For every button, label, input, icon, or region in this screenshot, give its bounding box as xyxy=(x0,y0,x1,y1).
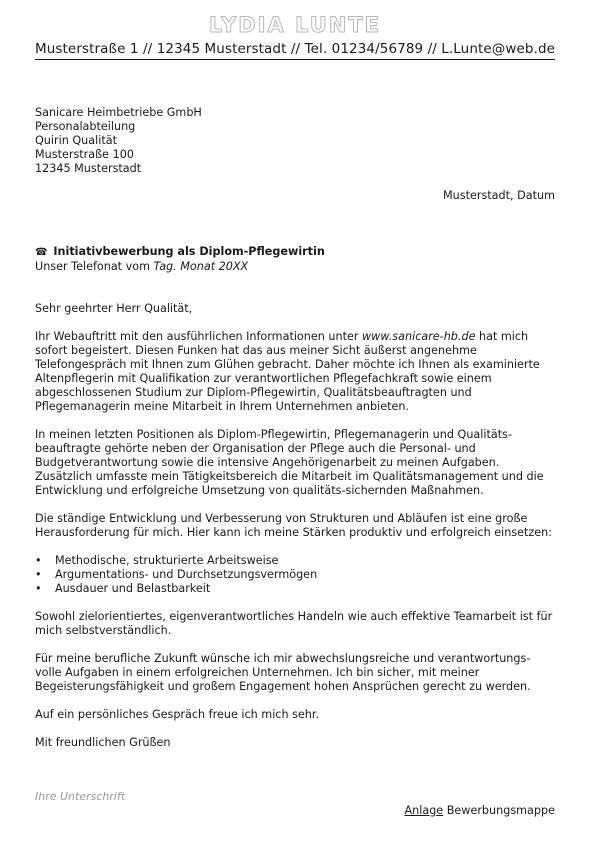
sender-name: LYDIA LUNTE xyxy=(208,13,382,37)
subject-reference xyxy=(35,260,325,274)
reference-prefix: Unser Telefonat vom xyxy=(35,260,154,273)
strengths-list xyxy=(35,554,555,596)
recipient-line: Sanicare Heimbetriebe GmbH xyxy=(35,106,202,119)
attachment-label: Anlage xyxy=(404,804,444,817)
paragraph-4: Sowohl zielorientiertes, eigenverantwortliches Handeln wie auch effektive Teamarbeit ist für mich selbstverständlich. xyxy=(35,610,553,637)
subject-line xyxy=(35,245,325,260)
recipient-address xyxy=(35,106,202,176)
subject-block xyxy=(35,245,325,274)
attachment-note xyxy=(404,804,555,818)
list-item: • Argumentations- und Durchsetzungsvermögen xyxy=(35,568,555,582)
recipient-line: Musterstraße 100 xyxy=(35,148,134,161)
attachment-text: Bewerbungsmappe xyxy=(443,804,555,817)
paragraph-3: Die ständige Entwicklung und Verbesserung von Strukturen und Abläufen ist eine große Herausforderung für mich. Hier kann ich meine Stärken produktiv und erfolgreich einsetzen: xyxy=(35,512,553,539)
date-line: Musterstadt, Datum xyxy=(443,189,555,202)
paragraph-1-end: hat mich sofort begeistert. Diesen Funken hat das aus meiner Sicht äußerst angenehme Telefongespräch mit Ihnen zum Glühen gebracht. Daher möchte ich Ihnen als examinierte Altenpflegerin mit Qualifikation zur verantwortlichen Pflegefachkraft sowie einem abgeschlossenen Studium zur Diplom-Pflegewirtin, Qualitätsbeauftragten und Pflegemanagerin meine Mitarbeit in Ihrem Unternehmen anbieten. xyxy=(35,330,540,413)
closing: Mit freundlichen Grüßen xyxy=(35,736,171,749)
sender-contact-line: Musterstraße 1 // 12345 Musterstadt // Tel. 01234/56789 // L.Lunte@web.de xyxy=(35,41,555,60)
salutation: Sehr geehrter Herr Qualität, xyxy=(35,302,193,315)
list-item: • Ausdauer und Belastbarkeit xyxy=(35,582,555,596)
recipient-line: 12345 Musterstadt xyxy=(35,162,142,175)
website-link: www.sanicare-hb.de xyxy=(362,330,476,343)
letter-body xyxy=(35,302,555,750)
paragraph-1 xyxy=(35,330,555,414)
signature-placeholder: Ihre Unterschrift xyxy=(35,790,126,803)
recipient-line: Personalabteilung xyxy=(35,120,136,133)
list-item: • Methodische, strukturierte Arbeitsweise xyxy=(35,554,555,568)
subject-title: Initiativbewerbung als Diplom-Pflegewirtin xyxy=(53,245,325,258)
paragraph-2: In meinen letzten Positionen als Diplom-Pflegewirtin, Pflegemanagerin und Qualitäts-beauftragte gehörte neben der Organisation der Pflege auch die Personal- und Budgetverantwortung sowie die intensive Angehörigenarbeit zu meinen Aufgaben. Zusätzlich umfasste mein Tätigkeitsbereich die Mitarbeit im Qualitätsmanagement und die Entwicklung und erfolgreiche Umsetzung von qualitäts-sichernden Maßnahmen. xyxy=(35,428,544,497)
paragraph-5: Für meine berufliche Zukunft wünsche ich mir abwechslungsreiche und verantwortungs-volle Aufgaben in einem erfolgreichen Unternehmen. Ich bin sicher, mit meiner Begeisterungsfähigkeit und großem Engagement hohen Ansprüchen gerecht zu werden. xyxy=(35,652,531,693)
recipient-line: Quirin Qualität xyxy=(35,134,117,147)
paragraph-6: Auf ein persönliches Gespräch freue ich mich sehr. xyxy=(35,708,320,721)
reference-date: Tag. Monat 20XX xyxy=(153,260,249,273)
phone-icon: ☎ xyxy=(35,247,48,258)
paragraph-1-start: Ihr Webauftritt mit den ausführlichen Informationen unter xyxy=(35,330,363,343)
